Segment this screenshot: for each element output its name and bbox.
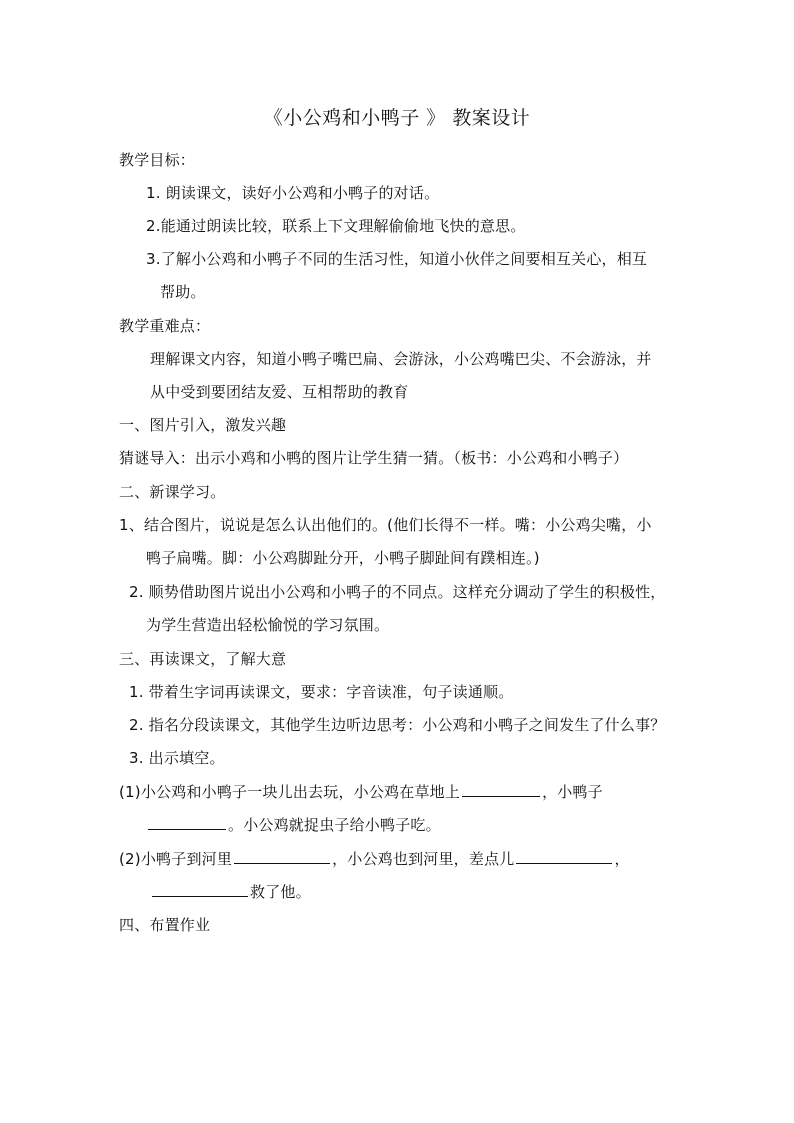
fill-blank-line-1-continuation [146,814,441,836]
section2-item: 2. 顺势借助图片说出小公鸡和小鸭子的不同点。这样充分调动了学生的积极性， [129,583,666,601]
section3-item: 2. 指名分段读课文，其他学生边听边思考：小公鸡和小鸭子之间发生了什么事？ [129,716,666,734]
fill-blank-line-2 [119,848,630,870]
section3-item: 3. 出示填空。 [129,749,225,767]
key-points-text: 从中受到要团结友爱、互相帮助的教育 [150,383,409,401]
fill-text: ，小鸭子 [542,783,603,801]
blank-field [148,815,226,830]
blank-field [462,782,540,797]
objective-item: 1. 朗读课文，读好小公鸡和小鸭子的对话。 [146,184,440,202]
key-points-text: 理解课文内容，知道小鸭子嘴巴扁、会游泳，小公鸡嘴巴尖、不会游泳，并 [150,350,652,368]
fill-text: (2)小鸭子到河里 [119,850,233,868]
fill-text: (1)小公鸡和小鸭子一块儿出去玩，小公鸡在草地上 [119,783,461,801]
blank-field [516,849,612,864]
section-heading: 一、图片引入，激发兴趣 [119,416,287,434]
objective-item-continuation: 帮助。 [160,283,206,301]
section-heading: 三、再读课文，了解大意 [119,650,287,668]
section-heading: 四、布置作业 [119,916,211,934]
fill-blank-line-1 [119,781,603,803]
section2-item-continuation: 鸭子扁嘴。脚：小公鸡脚趾分开，小鸭子脚趾间有蹼相连。) [146,549,540,567]
fill-text: 。小公鸡就捉虫子给小鸭子吃。 [228,816,441,834]
fill-blank-line-2-continuation [150,881,311,903]
blank-field [152,882,248,897]
fill-text: 救了他。 [250,883,311,901]
blank-field [234,849,330,864]
key-points-heading: 教学重难点： [119,317,211,335]
section2-item-continuation: 为学生营造出轻松愉悦的学习氛围。 [146,616,390,634]
document-title: 《小公鸡和小鸭子 》 教案设计 [263,107,531,129]
section3-item: 1. 带着生字词再读课文，要求：字音读准，句子读通顺。 [129,683,514,701]
fill-text: ，小公鸡也到河里，差点儿 [332,850,515,868]
objective-item: 3.了解小公鸡和小鸭子不同的生活习性，知道小伙伴之间要相互关心，相互 [146,250,648,268]
section-text: 猜谜导入：出示小鸡和小鸭的图片让学生猜一猜。（板书：小公鸡和小鸭子） [119,449,629,467]
objective-item: 2.能通过朗读比较，联系上下文理解偷偷地飞快的意思。 [146,217,526,235]
section2-item: 1、结合图片，说说是怎么认出他们的。(他们长得不一样。嘴：小公鸡尖嘴，小 [119,516,652,534]
section-heading: 二、新课学习。 [119,483,226,501]
fill-text: ， [614,850,630,868]
objectives-heading: 教学目标： [119,151,196,169]
